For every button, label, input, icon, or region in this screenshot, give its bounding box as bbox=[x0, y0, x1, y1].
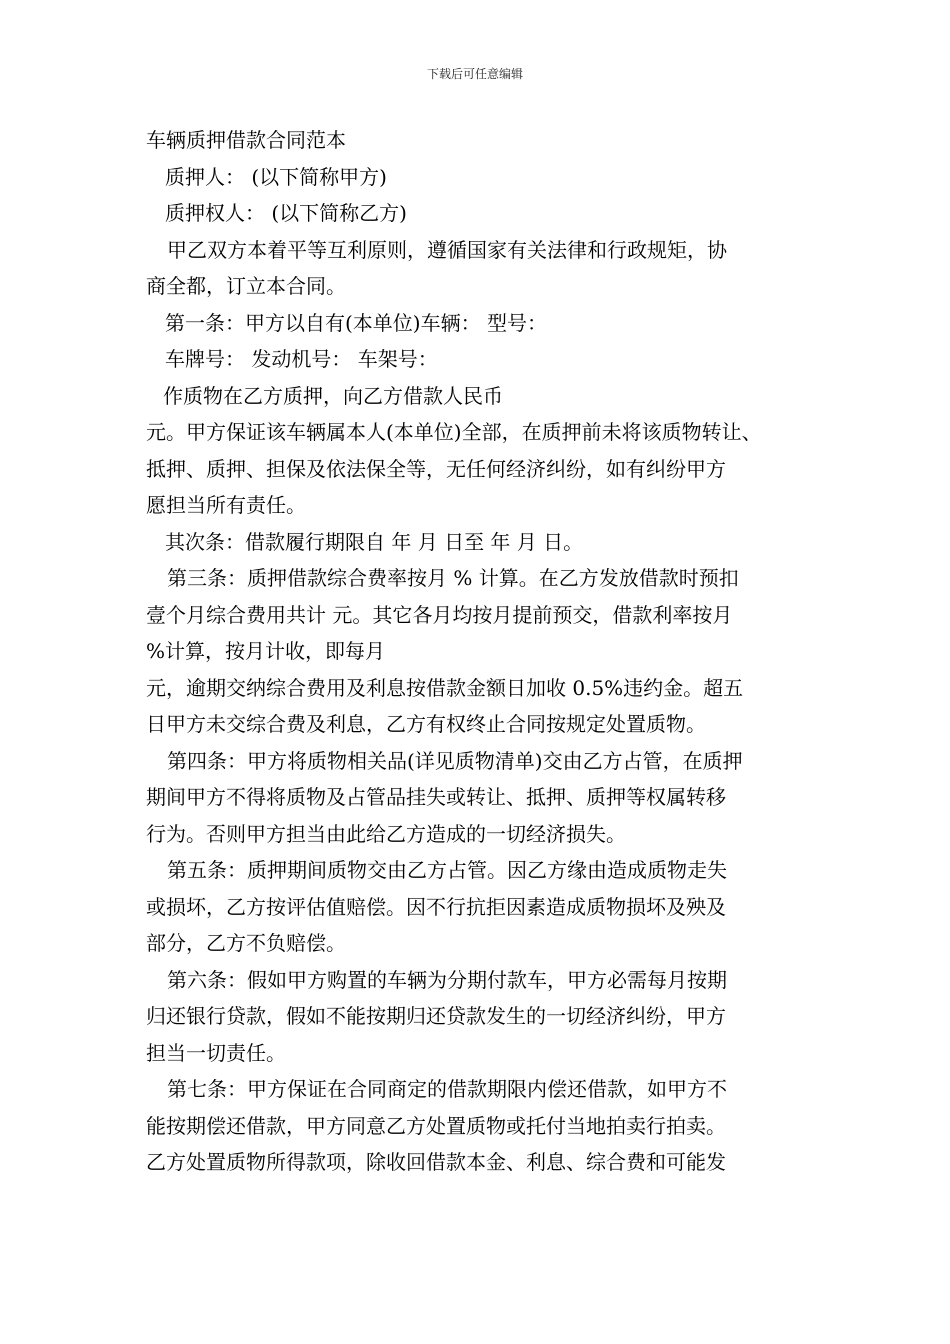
pledgor-line: 质押人： (以下简称甲方) bbox=[165, 164, 387, 189]
vehicle-id-line: 车牌号： 发动机号： 车架号： bbox=[165, 347, 438, 371]
paragraph-line: 部分，乙方不负赔偿。 bbox=[146, 931, 346, 955]
paragraph-line: 行为。否则甲方担当由此给乙方造成的一切经济损失。 bbox=[146, 821, 626, 846]
article-6-line: 第六条：假如甲方购置的车辆为分期付款车，甲方必需每月按期 bbox=[167, 967, 727, 992]
page-header-note: 下载后可任意编辑 bbox=[426, 67, 523, 81]
paragraph-line: 愿担当所有责任。 bbox=[146, 493, 306, 517]
paragraph-line: 或损坏，乙方按评估值赔偿。因不行抗拒因素造成质物损坏及殃及 bbox=[146, 894, 726, 919]
paragraph-line: 甲乙双方本着平等互利原则，遵循国家有关法律和行政规矩，协 bbox=[167, 237, 727, 262]
paragraph-line: 担当一切责任。 bbox=[146, 1040, 286, 1065]
paragraph-line: 商全都，订立本合同。 bbox=[146, 274, 346, 298]
paragraph-line: 作质物在乙方质押，向乙方借款人民币 bbox=[163, 383, 503, 408]
article-1-line: 第一条：甲方以自有(本单位)车辆： 型号： bbox=[165, 310, 547, 335]
paragraph-line: 元。甲方保证该车辆属本人(本单位)全部，在质押前未将该质物转让、 bbox=[146, 420, 762, 444]
paragraph-line: 乙方处置质物所得款项，除收回借款本金、利息、综合费和可能发 bbox=[146, 1150, 726, 1174]
paragraph-line: %计算，按月计收，即每月 bbox=[146, 639, 386, 663]
article-7-line: 第七条：甲方保证在合同商定的借款期限内偿还借款，如甲方不 bbox=[167, 1077, 727, 1101]
article-4-line: 第四条：甲方将质物相关品(详见质物清单)交由乙方占管，在质押 bbox=[167, 748, 743, 773]
article-3-line: 第三条：质押借款综合费率按月 % 计算。在乙方发放借款时预扣 bbox=[167, 566, 739, 590]
paragraph-line: 元，逾期交纳综合费用及利息按借款金额日加收 0.5%违约金。超五 bbox=[146, 675, 744, 700]
article-2-line: 其次条：借款履行期限自 年 月 日至 年 月 日。 bbox=[165, 529, 584, 554]
paragraph-line: 日甲方未交综合费及利息，乙方有权终止合同按规定处置质物。 bbox=[146, 712, 706, 736]
document-title: 车辆质押借款合同范本 bbox=[146, 128, 346, 152]
pledgee-line: 质押权人： (以下简称乙方) bbox=[165, 201, 407, 225]
paragraph-line: 归还银行贷款，假如不能按期归还贷款发生的一切经济纠纷，甲方 bbox=[146, 1004, 726, 1028]
article-5-line: 第五条：质押期间质物交由乙方占管。因乙方缘由造成质物走失 bbox=[167, 858, 727, 882]
paragraph-line: 抵押、质押、担保及依法保全等，无任何经济纠纷，如有纠纷甲方 bbox=[146, 456, 726, 481]
paragraph-line: 期间甲方不得将质物及占管品挂失或转让、抵押、质押等权属转移 bbox=[146, 785, 726, 809]
document-body bbox=[146, 122, 818, 1181]
paragraph-line: 壹个月综合费用共计 元。其它各月均按月提前预交，借款利率按月 bbox=[146, 602, 733, 627]
paragraph-line: 能按期偿还借款，甲方同意乙方处置质物或托付当地拍卖行拍卖。 bbox=[146, 1113, 726, 1138]
